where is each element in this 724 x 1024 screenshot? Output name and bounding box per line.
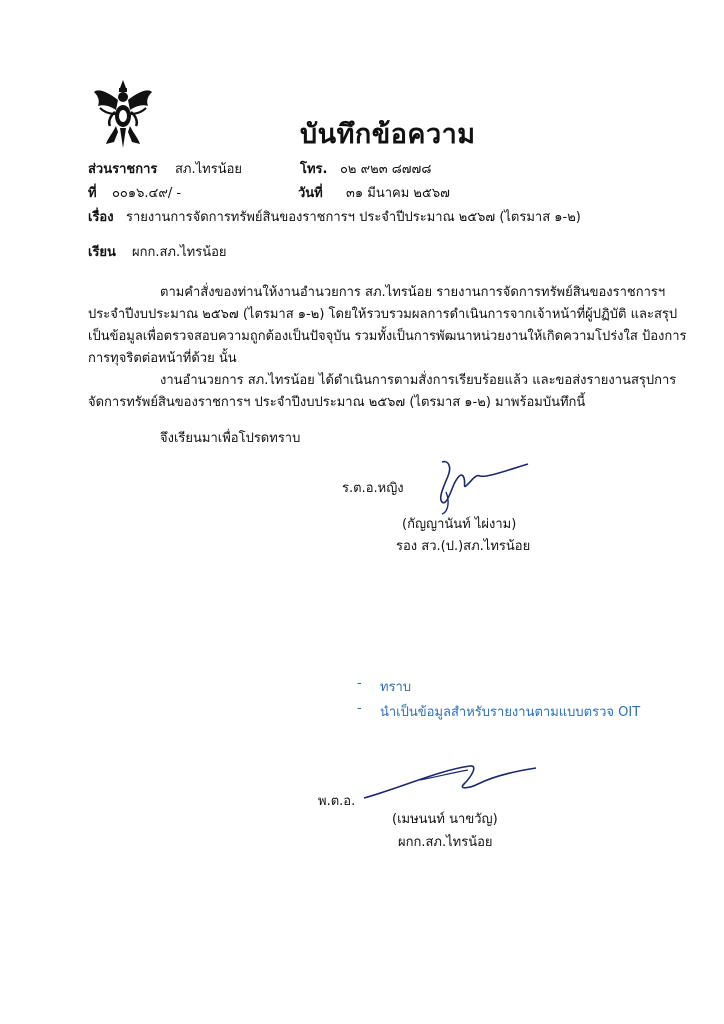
subject-label: เรื่อง xyxy=(88,210,114,225)
memo-title: บันทึกข้อความ xyxy=(300,119,476,150)
paragraph-1-line-1: ตามคำสั่งของท่านให้งานอำนวยการ สภ.ไทรน้อย รายงานการจัดการทรัพย์สินของราชการฯ xyxy=(160,285,666,300)
dept-label: ส่วนราชการ xyxy=(88,162,158,177)
garuda-emblem-icon xyxy=(92,78,154,150)
endorsement-bullet-2: - xyxy=(357,701,362,716)
doc-no-value: ๐๐๑๖.๔๙/ - xyxy=(112,186,182,201)
signer1-rank: ร.ต.อ.หญิง xyxy=(342,481,404,496)
doc-no-label: ที่ xyxy=(88,186,97,201)
subject-value: รายงานการจัดการทรัพย์สินของราชการฯ ประจำปีประมาณ ๒๕๖๗ (ไตรมาส ๑-๒) xyxy=(126,210,581,225)
closing-text: จึงเรียนมาเพื่อโปรดทราบ xyxy=(160,431,301,446)
recipient-label: เรียน xyxy=(88,245,116,260)
signer1-position: รอง สว.(ป.)สภ.ไทรน้อย xyxy=(396,539,531,554)
paragraph-2-line-2: จัดการทรัพย์สินของราชการฯ ประจำปีงบประมาณ ๒๕๖๗ (ไตรมาส ๑-๒) มาพร้อมบันทึกนี้ xyxy=(88,395,586,410)
endorsement-item-2: นำเป็นข้อมูลสำหรับรายงานตามแบบตรวจ OIT xyxy=(380,705,641,720)
signer2-name: (เมษนนท์ นาขวัญ) xyxy=(392,812,498,827)
tel-value: ๐๒ ๙๒๓ ๘๗๗๘ xyxy=(340,162,432,177)
paragraph-1-line-4: การทุจริตต่อหน้าที่ด้วย นั้น xyxy=(88,351,237,366)
signer1-name: (กัญญานันท์ ไผ่งาม) xyxy=(402,517,517,532)
tel-label: โทร. xyxy=(300,162,328,177)
endorsement-item-1: ทราบ xyxy=(380,680,412,695)
paragraph-1-line-3: เป็นข้อมูลเพื่อตรวจสอบความถูกต้องเป็นปัจจุบัน รวมทั้งเป็นการพัฒนาหน่วยงานให้เกิดความโปร่งใส ป้องการ xyxy=(88,329,687,344)
signature-1-icon xyxy=(428,454,532,518)
signature-2-icon xyxy=(360,758,540,806)
dept-value: สภ.ไทรน้อย xyxy=(175,162,243,177)
paragraph-2-line-1: งานอำนวยการ สภ.ไทรน้อย ได้ดำเนินการตามสั่งการเรียบร้อยแล้ว และขอส่งรายงานสรุปการ xyxy=(160,373,677,388)
date-value: ๓๑ มีนาคม ๒๕๖๗ xyxy=(346,186,450,201)
recipient-value: ผกก.สภ.ไทรน้อย xyxy=(132,245,227,260)
signer2-rank: พ.ต.อ. xyxy=(318,794,356,809)
signer2-position: ผกก.สภ.ไทรน้อย xyxy=(398,835,493,850)
paragraph-1-line-2: ประจำปีงบประมาณ ๒๕๖๗ (ไตรมาส ๑-๒) โดยให้รวบรวมผลการดำเนินการจากเจ้าหน้าที่ผู้ปฏิบัติ และสรุป xyxy=(88,307,678,322)
date-label: วันที่ xyxy=(298,186,323,201)
endorsement-bullet-1: - xyxy=(357,676,362,691)
